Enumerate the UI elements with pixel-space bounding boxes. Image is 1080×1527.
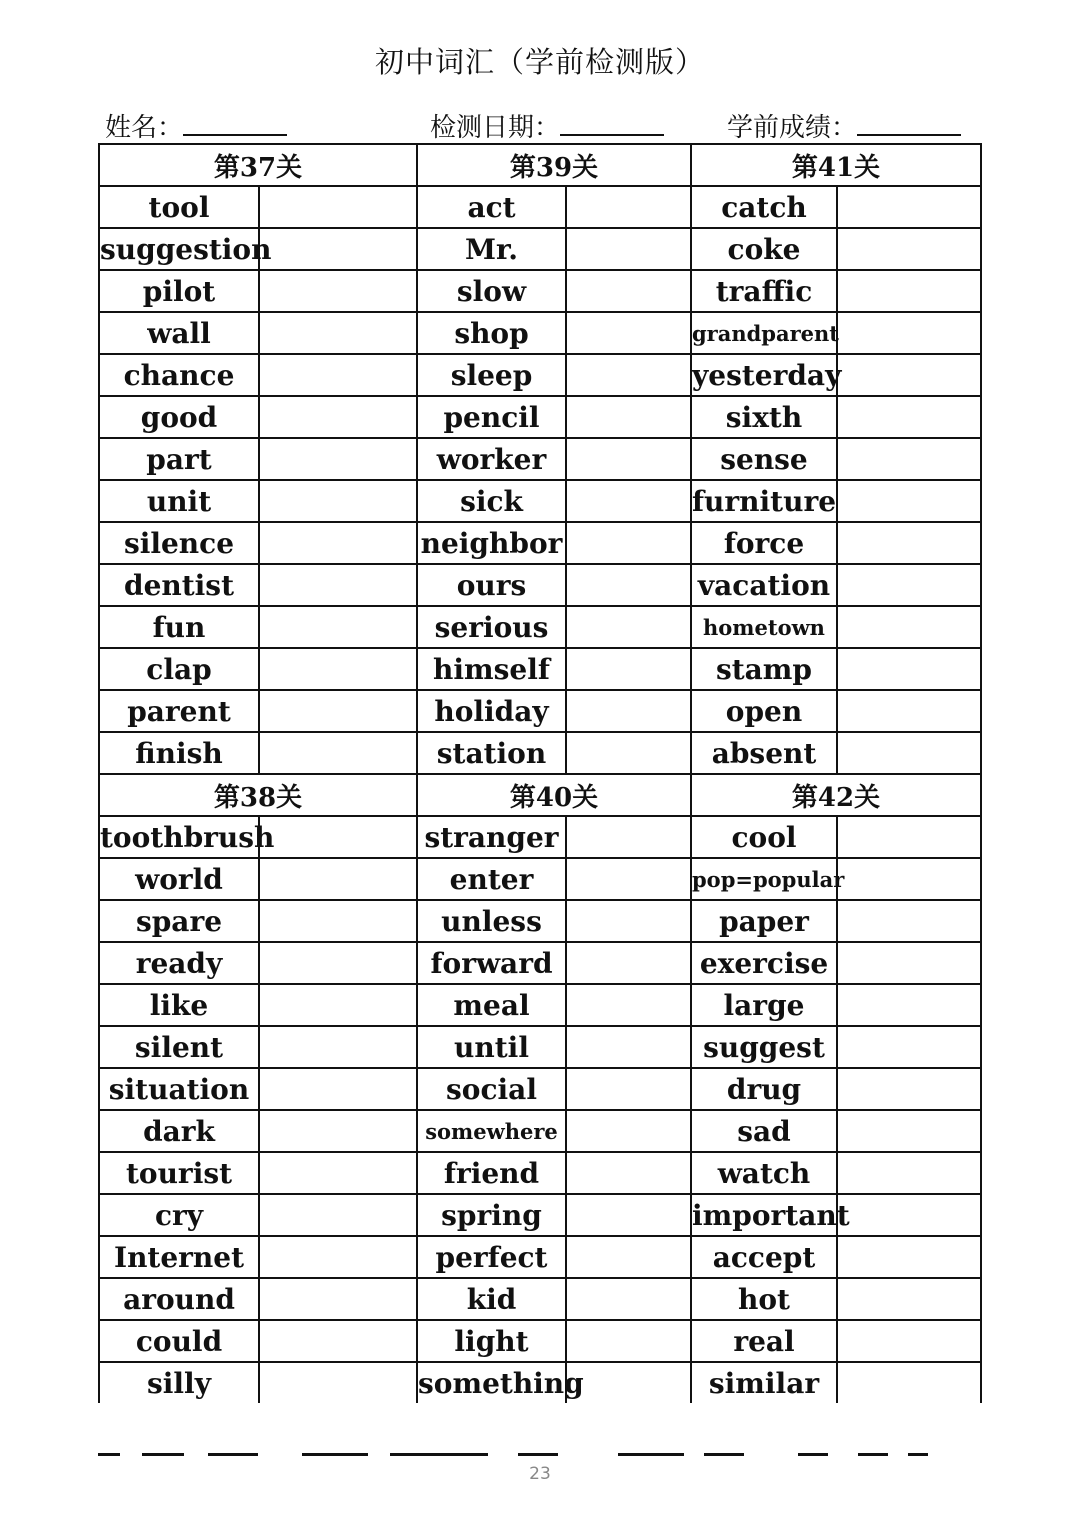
word-cell: sixth: [691, 396, 837, 438]
answer-cell[interactable]: [566, 816, 691, 858]
answer-cell[interactable]: [259, 1362, 417, 1403]
word-row: [99, 984, 981, 1026]
word-row: [99, 396, 981, 438]
score-blank[interactable]: [857, 106, 961, 136]
word-cell: silly: [99, 1362, 259, 1403]
word-row: [99, 522, 981, 564]
word-cell: vacation: [691, 564, 837, 606]
word-cell: tourist: [99, 1152, 259, 1194]
answer-cell[interactable]: [566, 1110, 691, 1152]
word-cell: catch: [691, 186, 837, 228]
word-row: [99, 1068, 981, 1110]
answer-cell[interactable]: [566, 984, 691, 1026]
answer-cell[interactable]: [259, 480, 417, 522]
answer-cell[interactable]: [259, 396, 417, 438]
answer-cell[interactable]: [566, 1026, 691, 1068]
answer-cell[interactable]: [837, 648, 981, 690]
word-row: [99, 270, 981, 312]
word-cell: accept: [691, 1236, 837, 1278]
answer-cell[interactable]: [566, 1278, 691, 1320]
word-cell: dark: [99, 1110, 259, 1152]
word-cell: grandparent: [691, 312, 837, 354]
answer-cell[interactable]: [566, 1236, 691, 1278]
word-cell: meal: [417, 984, 566, 1026]
answer-cell[interactable]: [837, 1236, 981, 1278]
answer-cell[interactable]: [259, 1236, 417, 1278]
word-cell: friend: [417, 1152, 566, 1194]
answer-cell[interactable]: [837, 984, 981, 1026]
word-cell: fun: [99, 606, 259, 648]
word-cell: unless: [417, 900, 566, 942]
answer-cell[interactable]: [259, 900, 417, 942]
word-cell: real: [691, 1320, 837, 1362]
answer-cell[interactable]: [566, 900, 691, 942]
word-cell: light: [417, 1320, 566, 1362]
word-row: [99, 1236, 981, 1278]
answer-cell[interactable]: [837, 270, 981, 312]
answer-cell[interactable]: [566, 186, 691, 228]
answer-cell[interactable]: [837, 438, 981, 480]
word-cell: hometown: [691, 606, 837, 648]
word-cell: watch: [691, 1152, 837, 1194]
word-cell: stranger: [417, 816, 566, 858]
word-row: [99, 1194, 981, 1236]
answer-cell[interactable]: [566, 312, 691, 354]
torn-edge: [98, 1453, 980, 1461]
group-header: 第41关: [691, 144, 981, 186]
word-cell: hot: [691, 1278, 837, 1320]
answer-cell[interactable]: [837, 690, 981, 732]
answer-cell[interactable]: [837, 942, 981, 984]
answer-cell[interactable]: [259, 690, 417, 732]
word-cell: silence: [99, 522, 259, 564]
answer-cell[interactable]: [566, 648, 691, 690]
word-cell: himself: [417, 648, 566, 690]
word-cell: good: [99, 396, 259, 438]
answer-cell[interactable]: [837, 1362, 981, 1403]
answer-cell[interactable]: [259, 1026, 417, 1068]
word-cell: cool: [691, 816, 837, 858]
date-field: [430, 106, 664, 144]
page-title: 初中词汇（学前检测版）: [374, 45, 705, 79]
word-cell: finish: [99, 732, 259, 774]
word-cell: silent: [99, 1026, 259, 1068]
word-cell: stamp: [691, 648, 837, 690]
answer-cell[interactable]: [566, 228, 691, 270]
word-cell: sleep: [417, 354, 566, 396]
answer-cell[interactable]: [837, 900, 981, 942]
answer-cell[interactable]: [566, 438, 691, 480]
word-row: [99, 1362, 981, 1403]
word-cell: coke: [691, 228, 837, 270]
word-row: [99, 732, 981, 774]
word-cell: around: [99, 1278, 259, 1320]
answer-cell[interactable]: [837, 816, 981, 858]
word-row: [99, 1278, 981, 1320]
word-cell: sense: [691, 438, 837, 480]
answer-cell[interactable]: [837, 396, 981, 438]
word-cell: furniture: [691, 480, 837, 522]
answer-cell[interactable]: [259, 1320, 417, 1362]
answer-cell[interactable]: [259, 816, 417, 858]
answer-cell[interactable]: [837, 732, 981, 774]
word-row: [99, 228, 981, 270]
word-cell: unit: [99, 480, 259, 522]
word-cell: wall: [99, 312, 259, 354]
word-cell: tool: [99, 186, 259, 228]
answer-cell[interactable]: [837, 1152, 981, 1194]
word-row: [99, 900, 981, 942]
name-label: 姓名：: [105, 113, 184, 143]
answer-cell[interactable]: [259, 564, 417, 606]
word-row: [99, 186, 981, 228]
word-row: [99, 816, 981, 858]
vocabulary-table: [98, 143, 982, 1403]
answer-cell[interactable]: [566, 480, 691, 522]
page-number: 23: [529, 1464, 551, 1484]
score-label: 学前成绩：: [727, 113, 858, 143]
answer-cell[interactable]: [837, 1194, 981, 1236]
word-cell: perfect: [417, 1236, 566, 1278]
word-row: [99, 648, 981, 690]
answer-cell[interactable]: [566, 396, 691, 438]
word-cell: absent: [691, 732, 837, 774]
name-blank[interactable]: [183, 106, 287, 136]
word-row: [99, 858, 981, 900]
word-cell: kid: [417, 1278, 566, 1320]
word-row: [99, 354, 981, 396]
word-cell: slow: [417, 270, 566, 312]
word-row: [99, 1152, 981, 1194]
group-header: 第39关: [417, 144, 691, 186]
word-cell: forward: [417, 942, 566, 984]
answer-cell[interactable]: [837, 1278, 981, 1320]
word-cell: part: [99, 438, 259, 480]
word-cell: open: [691, 690, 837, 732]
word-cell: sad: [691, 1110, 837, 1152]
answer-cell[interactable]: [837, 1110, 981, 1152]
answer-cell[interactable]: [259, 1110, 417, 1152]
word-cell: paper: [691, 900, 837, 942]
answer-cell[interactable]: [259, 984, 417, 1026]
word-cell: clap: [99, 648, 259, 690]
answer-cell[interactable]: [837, 312, 981, 354]
group-header: 第37关: [99, 144, 417, 186]
word-row: [99, 312, 981, 354]
word-cell: world: [99, 858, 259, 900]
answer-cell[interactable]: [259, 312, 417, 354]
answer-cell[interactable]: [566, 354, 691, 396]
word-row: [99, 1026, 981, 1068]
name-field: [105, 106, 287, 144]
word-cell: yesterday: [691, 354, 837, 396]
word-cell: shop: [417, 312, 566, 354]
word-cell: like: [99, 984, 259, 1026]
word-cell: chance: [99, 354, 259, 396]
answer-cell[interactable]: [566, 270, 691, 312]
word-cell: toothbrush: [99, 816, 259, 858]
group-header: 第40关: [417, 774, 691, 816]
word-cell: situation: [99, 1068, 259, 1110]
answer-cell[interactable]: [837, 1026, 981, 1068]
answer-cell[interactable]: [566, 942, 691, 984]
info-row: [105, 106, 980, 142]
answer-cell[interactable]: [259, 270, 417, 312]
answer-cell[interactable]: [259, 1152, 417, 1194]
answer-cell[interactable]: [259, 522, 417, 564]
word-cell: large: [691, 984, 837, 1026]
word-cell: drug: [691, 1068, 837, 1110]
answer-cell[interactable]: [566, 1194, 691, 1236]
word-cell: sick: [417, 480, 566, 522]
word-cell: neighbor: [417, 522, 566, 564]
word-row: [99, 480, 981, 522]
answer-cell[interactable]: [837, 858, 981, 900]
answer-cell[interactable]: [566, 1152, 691, 1194]
word-cell: pencil: [417, 396, 566, 438]
word-cell: worker: [417, 438, 566, 480]
word-row: [99, 1110, 981, 1152]
answer-cell[interactable]: [566, 522, 691, 564]
answer-cell[interactable]: [837, 228, 981, 270]
word-cell: holiday: [417, 690, 566, 732]
answer-cell[interactable]: [837, 186, 981, 228]
answer-cell[interactable]: [259, 228, 417, 270]
date-label: 检测日期：: [430, 113, 561, 143]
word-cell: suggest: [691, 1026, 837, 1068]
answer-cell[interactable]: [566, 732, 691, 774]
answer-cell[interactable]: [837, 1320, 981, 1362]
answer-cell[interactable]: [837, 354, 981, 396]
group-header-row: [99, 774, 981, 816]
word-cell: could: [99, 1320, 259, 1362]
answer-cell[interactable]: [259, 438, 417, 480]
word-cell: pilot: [99, 270, 259, 312]
word-cell: ready: [99, 942, 259, 984]
answer-cell[interactable]: [259, 858, 417, 900]
answer-cell[interactable]: [259, 606, 417, 648]
answer-cell[interactable]: [566, 858, 691, 900]
word-cell: parent: [99, 690, 259, 732]
answer-cell[interactable]: [566, 1362, 691, 1403]
word-row: [99, 690, 981, 732]
word-cell: until: [417, 1026, 566, 1068]
word-cell: spring: [417, 1194, 566, 1236]
answer-cell[interactable]: [566, 1320, 691, 1362]
group-header: 第38关: [99, 774, 417, 816]
word-cell: similar: [691, 1362, 837, 1403]
word-cell: traffic: [691, 270, 837, 312]
word-row: [99, 564, 981, 606]
word-cell: ours: [417, 564, 566, 606]
answer-cell[interactable]: [566, 606, 691, 648]
word-cell: social: [417, 1068, 566, 1110]
group-header-row: [99, 144, 981, 186]
answer-cell[interactable]: [837, 480, 981, 522]
word-row: [99, 1320, 981, 1362]
answer-cell[interactable]: [259, 1068, 417, 1110]
word-cell: dentist: [99, 564, 259, 606]
answer-cell[interactable]: [837, 564, 981, 606]
answer-cell[interactable]: [259, 942, 417, 984]
word-cell: suggestion: [99, 228, 259, 270]
answer-cell[interactable]: [566, 690, 691, 732]
group-header: 第42关: [691, 774, 981, 816]
word-cell: important: [691, 1194, 837, 1236]
word-cell: Mr.: [417, 228, 566, 270]
word-cell: pop=popular: [691, 858, 837, 900]
answer-cell[interactable]: [837, 522, 981, 564]
word-cell: station: [417, 732, 566, 774]
answer-cell[interactable]: [259, 186, 417, 228]
word-cell: something: [417, 1362, 566, 1403]
answer-cell[interactable]: [259, 648, 417, 690]
word-row: [99, 438, 981, 480]
word-cell: enter: [417, 858, 566, 900]
answer-cell[interactable]: [566, 1068, 691, 1110]
word-row: [99, 606, 981, 648]
word-row: [99, 942, 981, 984]
word-cell: Internet: [99, 1236, 259, 1278]
answer-cell[interactable]: [259, 732, 417, 774]
answer-cell[interactable]: [837, 606, 981, 648]
word-cell: act: [417, 186, 566, 228]
answer-cell[interactable]: [259, 1278, 417, 1320]
word-cell: cry: [99, 1194, 259, 1236]
answer-cell[interactable]: [259, 354, 417, 396]
date-blank[interactable]: [560, 106, 664, 136]
answer-cell[interactable]: [837, 1068, 981, 1110]
score-field: [727, 106, 961, 144]
answer-cell[interactable]: [566, 564, 691, 606]
word-cell: force: [691, 522, 837, 564]
word-cell: spare: [99, 900, 259, 942]
word-cell: exercise: [691, 942, 837, 984]
answer-cell[interactable]: [259, 1194, 417, 1236]
word-cell: serious: [417, 606, 566, 648]
word-cell: somewhere: [417, 1110, 566, 1152]
